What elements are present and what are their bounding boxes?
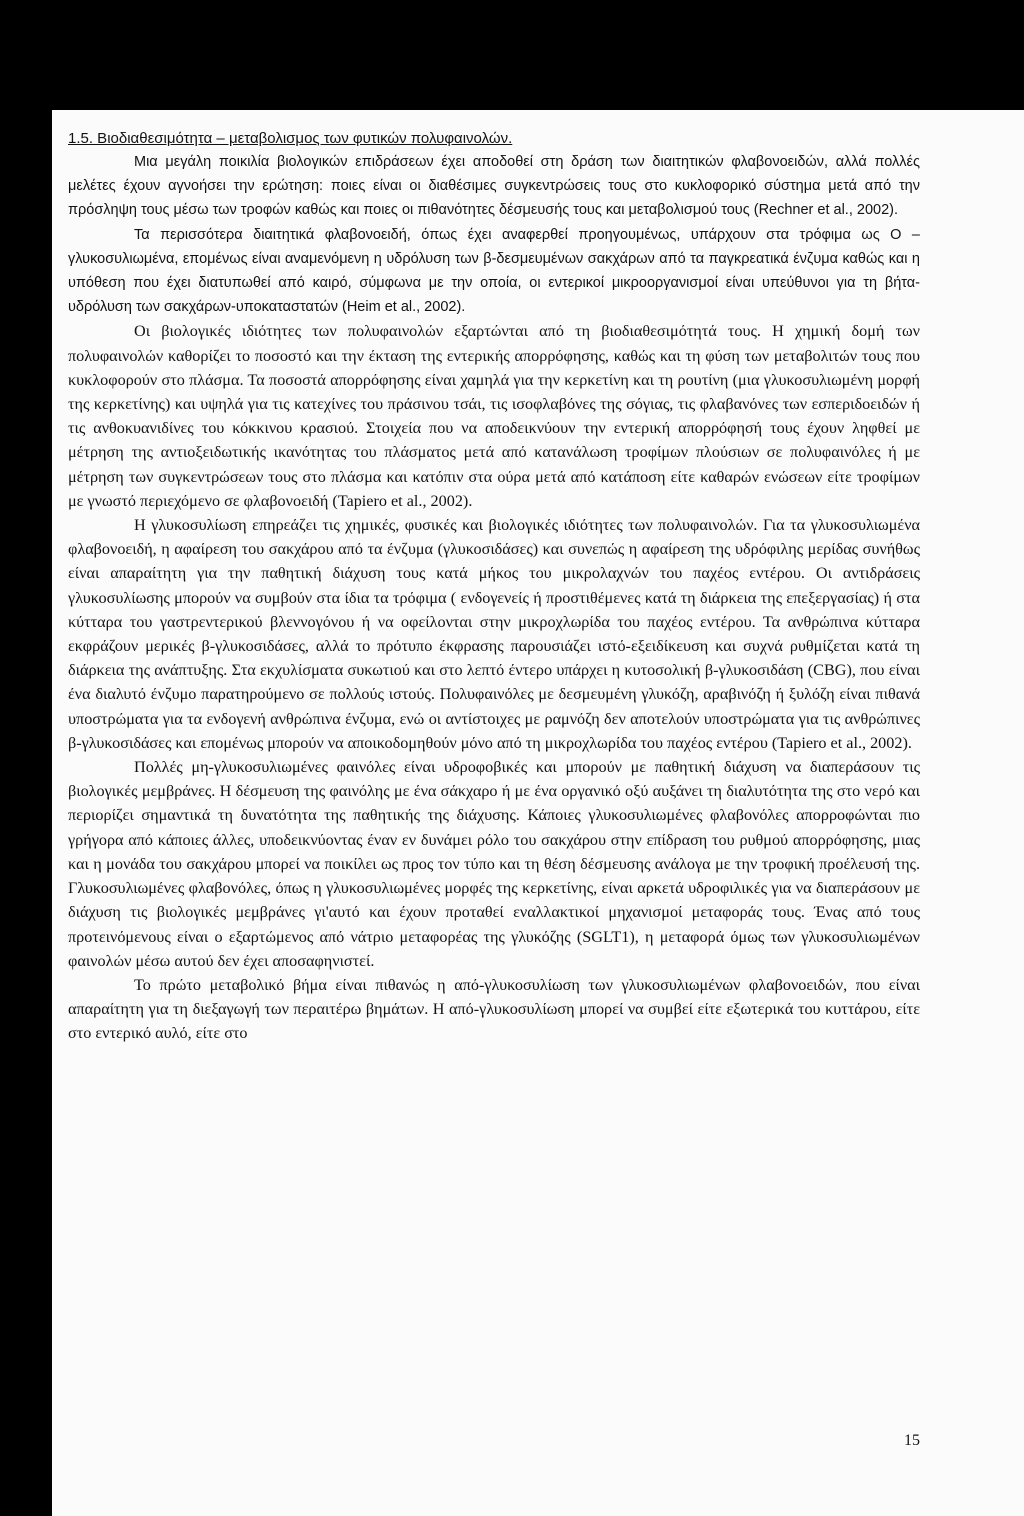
paragraph-3: Οι βιολογικές ιδιότητες των πολυφαινολών εξαρτώνται από τη βιοδιαθεσιμότητά τους. Η χημική δομή των πολυφαινολών καθορίζει το ποσοστό και την έκταση της εντερικής απορρόφησης, καθώς και τη φύση των μεταβολιτών τους που κυκλοφορούν στο πλάσμα. Τα ποσοστά απορρόφησης είναι χαμηλά για την κερκετίνη και τη ρουτίνη (μια γλυκοσυλιωμένη μορφή της κερκετίνης) και υψηλά για τις κατεχίνες του πράσινου τσάι, τις ισοφλαβόνες της σόγιας, τις φλαβανόνες των εσπεριδοειδών ή τις ανθοκυανιδίνες του κόκκινου κρασιού. Στοιχεία που να αποδεικνύουν την εντερική απορρόφησή τους έχουν ληφθεί με μέτρηση της αντιοξειδωτικής ικανότητας του πλάσματος μετά από κατανάλωση τροφίμων πλούσιων σε πολυφαινόλες ή με μέτρηση των συγκεντρώσεων τους στο πλάσμα και κατόπιν στα ούρα μετά από κατάποση είτε καθαρών ενώσεων είτε τροφίμων με γνωστό περιεχόμενο σε φλαβονοειδή (Tapiero et al., 2002). (68, 322, 920, 510)
paragraph-5: Πολλές μη-γλυκοσυλιωμένες φαινόλες είναι υδροφοβικές και μπορούν με παθητική διάχυση να διαπεράσουν τις βιολογικές μεμβράνες. Η δέσμευση της φαινόλης με ένα σάκχαρο ή με ένα οργανικό οξύ αυξάνει τη διαλυτότητα της στο νερό και περιορίζει σημαντικά τη δυνατότητα της παθητικής της διάχυσης. Κάποιες γλυκοσυλιωμένες φλαβονόλες απορροφώνται πιο γρήγορα από κάποιες άλλες, υποδεικνύοντας έναν εν δυνάμει ρόλο του σακχάρου στην επίδραση του ρυθμού απορρόφησης, μιας και η μονάδα του σακχάρου μπορεί να ποικίλει ως προς τον τύπο και τη θέση δέσμευσης ανάλογα με την τροφική προέλευσή της. Γλυκοσυλιωμένες φλαβονόλες, όπως η γλυκοσυλιωμένες μορφές της κερκετίνης, είναι αρκετά υδροφιλικές για να διαπεράσουν με διάχυση τις βιολογικές μεμβράνες γι'αυτό και έχουν προταθεί εναλλακτικοί μηχανισμοί μεταφοράς τους. Ένας από τους προτεινόμενους είναι ο εξαρτώμενος από νάτριο μεταφορέας της γλυκόζης (SGLT1), η μεταφορά όμως των γλυκοσυλιωμένων φαινολών μέσω αυτού δεν έχει αποσαφηνιστεί. (68, 758, 920, 970)
document-body (68, 128, 920, 1046)
paragraph-6: Το πρώτο μεταβολικό βήμα είναι πιθανώς η από-γλυκοσυλίωση των γλυκοσυλιωμένων φλαβονοειδών, που είναι απαραίτητη για τη διεξαγωγή των περαιτέρω βημάτων. Η από-γλυκοσυλίωση μπορεί να συμβεί είτε εξωτερικά του κυττάρου, είτε στο εντερικό αυλό, είτε στο (68, 975, 920, 1043)
section-heading: 1.5. Βιοδιαθεσιμότητα – μεταβολισμος των φυτικών πολυφαινολών. (68, 130, 513, 147)
page-number: 15 (904, 1432, 920, 1449)
paragraph-1: Μια μεγάλη ποικιλία βιολογικών επιδράσεων έχει αποδοθεί στη δράση των διαιτητικών φλαβονοειδών, αλλά πολλές μελέτες έχουν αγνοήσει την ερώτηση: ποιες είναι οι διαθέσιμες συγκεντρώσεις τους στο κυκλοφορικό σύστημα μετά από την πρόσληψη τους μέσω των τροφών καθώς και ποιες οι πιθανότητες δέσμευσής τους και μεταβολισμού τους (Rechner et al., 2002). (68, 154, 920, 219)
paragraph-4: Η γλυκοσυλίωση επηρεάζει τις χημικές, φυσικές και βιολογικές ιδιότητες των πολυφαινολών. Για τα γλυκοσυλιωμένα φλαβονοειδή, η αφαίρεση του σακχάρου από τα ένζυμα (γλυκοσιδάσες) και συνεπώς η αφαίρεση της υδρόφιλης μερίδας συνήθως είναι απαραίτητη για την παθητική διάχυση τους κατά μήκος του μικρολαχνών του παχέος εντέρου. Οι αντιδράσεις γλυκοσυλίωσης μπορούν να συμβούν στα ίδια τα τρόφιμα ( ενδογενείς ή προστιθέμενες κατά τη διάρκεια της επεξεργασίας) ή στα κύτταρα του γαστρεντερικού βλεννογόνου ή να οφείλονται στην μικροχλωρίδα του παχέος εντέρου. Τα ανθρώπινα κύτταρα εκφράζουν μερικές β-γλυκοσιδάσες, αλλά το πρότυπο έκφρασης παρουσιάζει ιστό-εξειδίκευση και συχνά ρυθμίζεται κατά τη διάρκεια της ανάπτυξης. Στα εκχυλίσματα συκωτιού και στο λεπτό έντερο υπάρχει η κυτοσολική β-γλυκοσιδάση (CBG), που είναι ένα διαλυτό ένζυμο παρατηρούμενο σε πολλούς ιστούς. Πολυφαινόλες με δεσμευμένη γλυκόζη, αραβινόζη ή ξυλόζη είναι πιθανά υποστρώματα για τα ενδογενή ανθρώπινα ένζυμα, ενώ οι αντίστοιχες με ραμνόζη δεν αποτελούν υποστρώματα για τις ανθρώπινες β-γλυκοσιδάσες και επομένως μπορούν να αποικοδομηθούν μόνο από τη μικροχλωρίδα του παχέος εντέρου (Tapiero et al., 2002). (68, 516, 920, 752)
paragraph-2: Τα περισσότερα διαιτητικά φλαβονοειδή, όπως έχει αναφερθεί προηγουμένως, υπάρχουν στα τρόφιμα ως O – γλυκοσυλιωμένα, επομένως είναι αναμενόμενη η υδρόλυση των β-δεσμευμένων σακχάρων από τα παγκρεατικά ένζυμα καθώς και η υπόθεση που έχει διατυπωθεί από καιρό, σύμφωνα με την οποία, οι εντερικοί μικροοργανισμοί είναι υπεύθυνοι για τη βήτα-υδρόλυση των σακχάρων-υποκαταστατών (Heim et al., 2002). (68, 226, 920, 316)
